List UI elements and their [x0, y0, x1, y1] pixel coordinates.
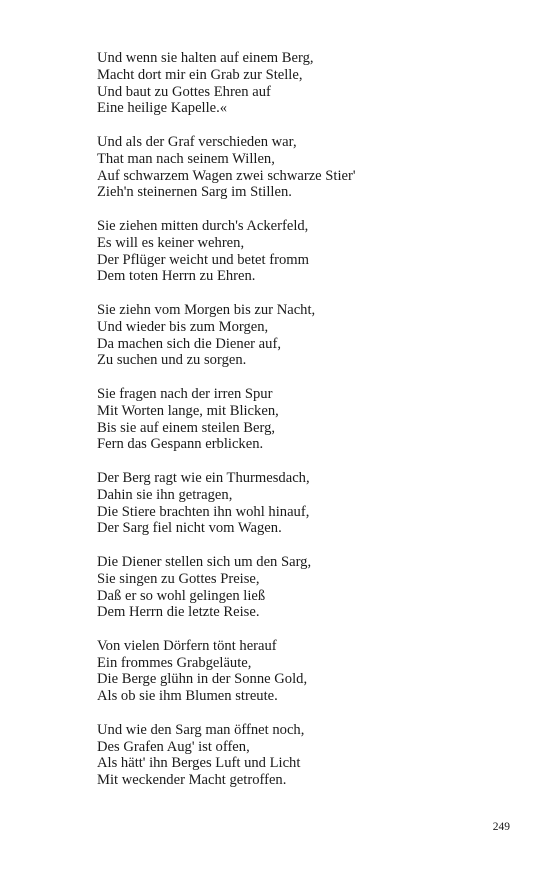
stanza [97, 722, 517, 789]
poem-line: Die Berge glühn in der Sonne Gold, [97, 671, 308, 688]
poem-line: Als ob sie ihm Blumen streute. [97, 688, 278, 705]
poem-line: Und baut zu Gottes Ehren auf [97, 83, 271, 100]
poem-line: Zu suchen und zu sorgen. [97, 352, 247, 369]
poem-line: Sie ziehen mitten durch's Ackerfeld, [97, 217, 309, 234]
poem-line: Ein frommes Grabgeläute, [97, 654, 252, 671]
poem-line: Der Berg ragt wie ein Thurmesdach, [97, 469, 310, 486]
poem-line: Der Pflüger weicht und betet fromm [97, 251, 309, 268]
poem-line: Fern das Gespann erblicken. [97, 436, 264, 453]
poem-line: Da machen sich die Diener auf, [97, 335, 281, 352]
stanza [97, 554, 517, 621]
poem-line: Eine heilige Kapelle.« [97, 100, 228, 117]
poem-line: Dem toten Herrn zu Ehren. [97, 268, 256, 285]
poem-line: Als hätt' ihn Berges Luft und Licht [97, 755, 301, 772]
poem-line: Und wieder bis zum Morgen, [97, 318, 269, 335]
poem-line: Auf schwarzem Wagen zwei schwarze Stier' [97, 167, 356, 184]
poem-line: Daß er so wohl gelingen ließ [97, 587, 266, 604]
poem-line: Die Diener stellen sich um den Sarg, [97, 553, 312, 570]
poem-line: Und als der Graf verschieden war, [97, 133, 297, 150]
poem-line: Sie singen zu Gottes Preise, [97, 570, 260, 587]
poem-line: Und wenn sie halten auf einem Berg, [97, 50, 314, 66]
poem-line: Dem Herrn die letzte Reise. [97, 604, 260, 621]
stanza [97, 638, 517, 705]
page-number: 249 [492, 821, 510, 833]
poem-line: Bis sie auf einem steilen Berg, [97, 419, 276, 436]
stanza [97, 218, 517, 285]
poem-line: Die Stiere brachten ihn wohl hinauf, [97, 503, 310, 520]
poem-line: Mit Worten lange, mit Blicken, [97, 402, 279, 419]
poem-line: Sie ziehn vom Morgen bis zur Nacht, [97, 301, 316, 318]
poem-line: Zieh'n steinernen Sarg im Stillen. [97, 184, 292, 201]
poem-line: Macht dort mir ein Grab zur Stelle, [97, 66, 303, 83]
stanza [97, 470, 517, 537]
poem-text [97, 50, 517, 806]
stanza [97, 302, 517, 369]
poem-line: Des Grafen Aug' ist offen, [97, 738, 250, 755]
poem-line: Dahin sie ihn getragen, [97, 486, 233, 503]
poem-line: Von vielen Dörfern tönt herauf [97, 637, 277, 654]
stanza [97, 386, 517, 453]
poem-line: Es will es keiner wehren, [97, 234, 245, 251]
poem-line: Der Sarg fiel nicht vom Wagen. [97, 520, 282, 537]
poem-line: Mit weckender Macht getroffen. [97, 772, 287, 789]
poem-line: Sie fragen nach der irren Spur [97, 385, 273, 402]
poem-line: That man nach seinem Willen, [97, 150, 275, 167]
stanza [97, 50, 517, 117]
stanza [97, 134, 517, 201]
poem-line: Und wie den Sarg man öffnet noch, [97, 721, 305, 738]
